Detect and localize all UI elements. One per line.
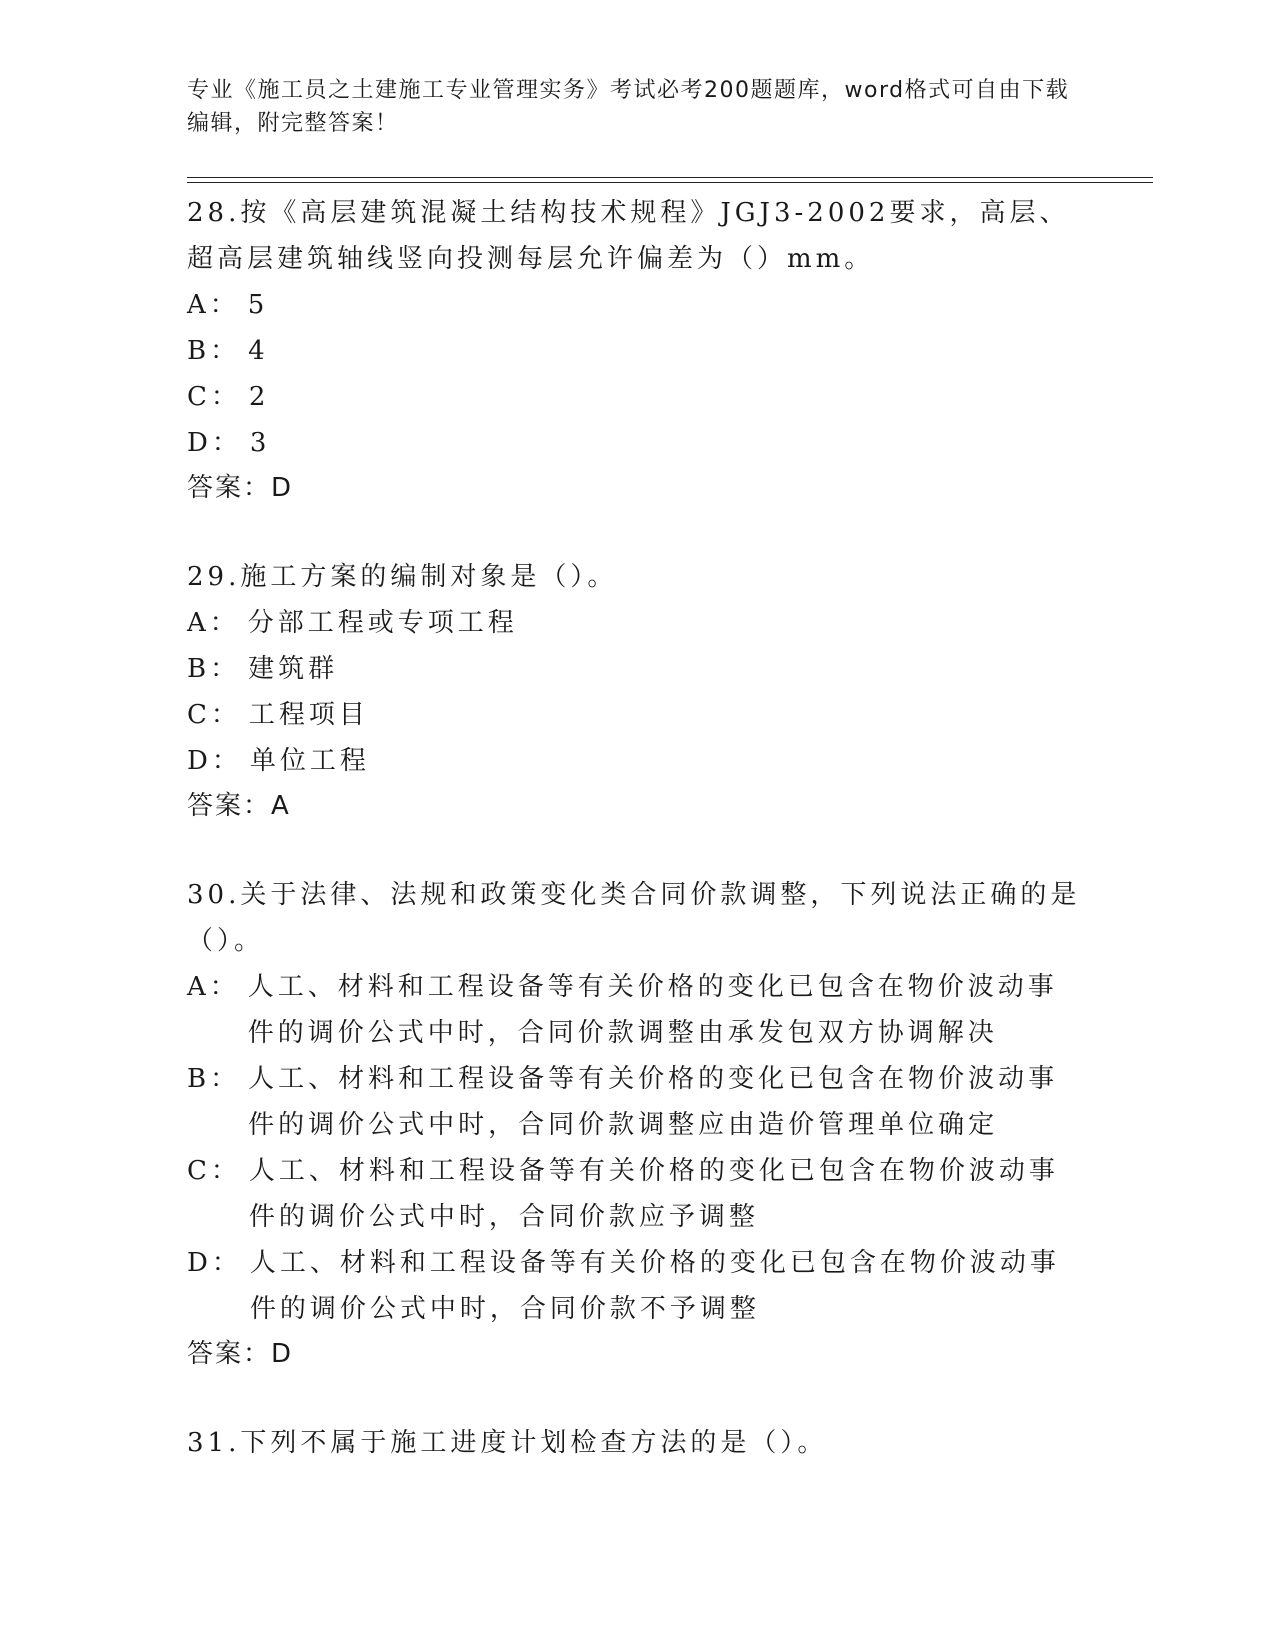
option-separator: ： — [210, 700, 241, 730]
document-header — [187, 74, 1087, 140]
option-separator: ： — [210, 382, 241, 412]
question-list — [187, 190, 1087, 1510]
option-letter: D — [187, 1248, 212, 1278]
option-separator: ： — [209, 608, 240, 638]
option-letter: A — [187, 608, 210, 638]
question-block — [187, 190, 1087, 510]
question-stem: 31.下列不属于施工进度计划检查方法的是（）。 — [187, 1428, 828, 1458]
option-text: 建筑群 — [248, 654, 339, 684]
option-letter: A — [187, 290, 210, 320]
option-text: 2 — [248, 382, 270, 412]
option-separator: ： — [211, 746, 242, 776]
answer-option — [187, 600, 1087, 646]
answer-option — [187, 1056, 1087, 1148]
option-text: 工程项目 — [248, 700, 369, 730]
answer-option — [187, 738, 1087, 784]
option-text: 单位工程 — [249, 746, 370, 776]
answer-option — [187, 1240, 1087, 1332]
question-block — [187, 1420, 1087, 1466]
answer-option — [187, 1148, 1087, 1240]
answer-option — [187, 282, 1087, 328]
option-letter: B — [187, 654, 211, 684]
option-letter: B — [187, 1064, 211, 1094]
answer-option — [187, 420, 1087, 466]
option-text: 分部工程或专项工程 — [247, 608, 518, 638]
answer-option — [187, 646, 1087, 692]
option-text: 人工、材料和工程设备等有关价格的变化已包含在物价波动事件的调价公式中时，合同价款应予调整 — [248, 1156, 1059, 1232]
answer-key: 答案：D — [187, 1339, 294, 1369]
option-text: 5 — [247, 290, 269, 320]
question-stem: 28.按《高层建筑混凝土结构技术规程》JGJ3-2002要求，高层、超高层建筑轴线竖向投测每层允许偏差为（）mm。 — [187, 198, 1070, 274]
question-block — [187, 554, 1087, 828]
option-separator: ： — [211, 1248, 242, 1278]
answer-option — [187, 692, 1087, 738]
option-separator: ： — [211, 428, 242, 458]
option-letter: C — [187, 1156, 211, 1186]
option-separator: ： — [210, 654, 241, 684]
question-stem: 29.施工方案的编制对象是（）。 — [187, 562, 618, 592]
question-stem: 30.关于法律、法规和政策变化类合同价款调整，下列说法正确的是（）。 — [187, 880, 1081, 956]
option-separator: ： — [209, 290, 240, 320]
header-text: 专业《施工员之土建施工专业管理实务》考试必考200题题库，word格式可自由下载编辑，附完整答案！ — [187, 78, 1070, 136]
option-separator: ： — [210, 336, 241, 366]
question-block — [187, 872, 1087, 1376]
answer-option — [187, 374, 1087, 420]
option-separator: ： — [210, 1156, 241, 1186]
option-text: 人工、材料和工程设备等有关价格的变化已包含在物价波动事件的调价公式中时，合同价款不予调整 — [249, 1248, 1060, 1324]
option-letter: D — [187, 746, 212, 776]
option-letter: C — [187, 382, 211, 412]
option-letter: B — [187, 336, 211, 366]
option-letter: A — [187, 972, 210, 1002]
option-text: 人工、材料和工程设备等有关价格的变化已包含在物价波动事件的调价公式中时，合同价款调整由承发包双方协调解决 — [247, 972, 1058, 1048]
answer-option — [187, 328, 1087, 374]
option-text: 人工、材料和工程设备等有关价格的变化已包含在物价波动事件的调价公式中时，合同价款调整应由造价管理单位确定 — [248, 1064, 1059, 1140]
option-text: 3 — [249, 428, 271, 458]
option-letter: D — [187, 428, 212, 458]
option-letter: C — [187, 700, 211, 730]
option-separator: ： — [209, 972, 240, 1002]
answer-key: 答案：D — [187, 473, 294, 503]
option-text: 4 — [248, 336, 269, 366]
option-separator: ： — [210, 1064, 241, 1094]
header-divider — [187, 182, 1153, 183]
header-divider — [187, 177, 1153, 178]
answer-key: 答案：A — [187, 791, 291, 821]
answer-option — [187, 964, 1087, 1056]
